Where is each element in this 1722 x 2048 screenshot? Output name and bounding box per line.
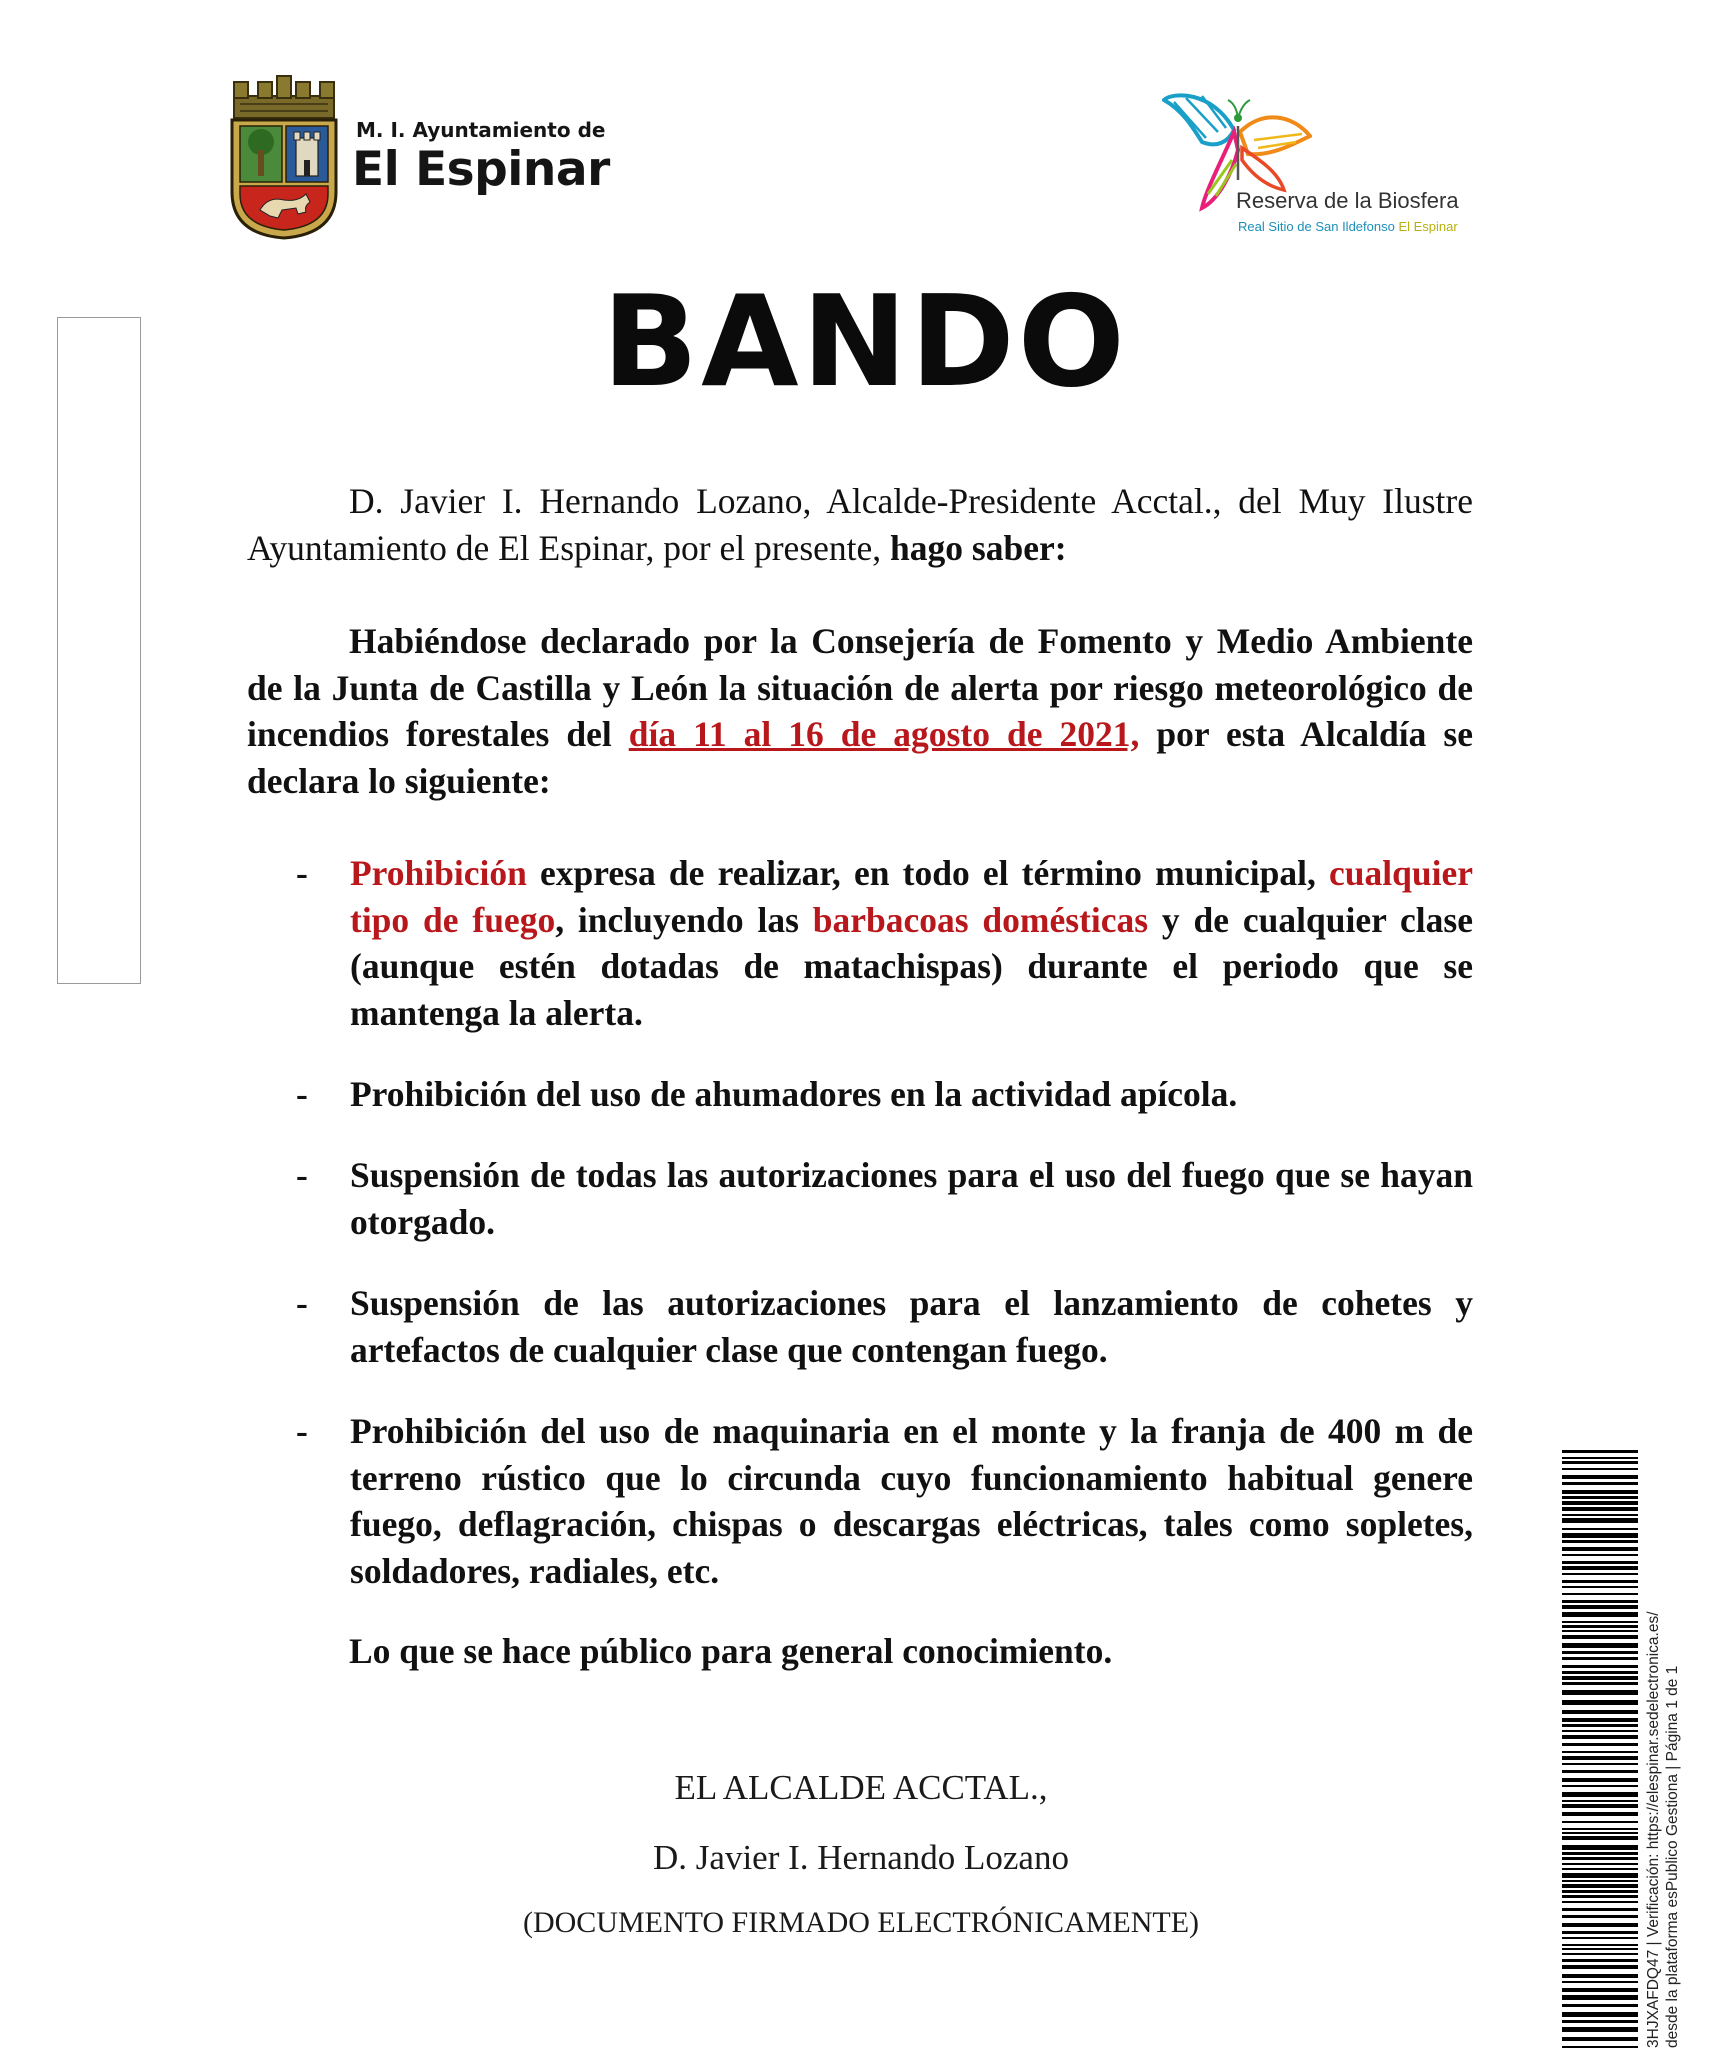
biosphere-subtitle	[1238, 219, 1458, 234]
closing-statement: Lo que se hace público para general conocimiento.	[349, 1631, 1113, 1671]
highlight-fuego: cualquier tipo de fuego	[350, 853, 1473, 940]
list-item-text: Prohibición del uso de ahumadores en la actividad apícola.	[350, 1074, 1238, 1114]
verification-line-1: 3HJXAFDQ47 | Verificación: https://elespinar.sedelectronica.es/	[1645, 1611, 1662, 2048]
item-text-part: expresa de realizar, en todo el término municipal,	[526, 853, 1330, 893]
biosphere-title: Reserva de la Biosfera	[1236, 188, 1459, 213]
list-dash: -	[296, 1283, 308, 1323]
declaration-text-1: Habiéndose declarado por la Consejería de Fomento y Medio Ambiente de la Junta de Castilla y León la situación de alerta por riesgo meteorológico de incendios forestales del	[247, 621, 1473, 754]
margin-frame	[57, 317, 141, 984]
highlight-prohibicion: Prohibición	[350, 853, 527, 893]
intro-bold: hago saber:	[890, 527, 1067, 568]
list-item	[296, 1152, 1473, 1245]
document-title: BANDO	[602, 268, 1128, 415]
list-item-text: Suspensión de todas las autorizaciones para el uso del fuego que se hayan otorgado.	[350, 1155, 1473, 1242]
list-item	[296, 1408, 1473, 1594]
list-item	[296, 1071, 1473, 1118]
barcode-icon	[1562, 1450, 1638, 2048]
item-text-part: , incluyendo las	[555, 899, 813, 940]
declaration-paragraph	[247, 618, 1473, 804]
highlight-barbacoas: barbacoas domésticas	[812, 899, 1149, 940]
verification-line-2: desde la plataforma esPublico Gestiona | Página 1 de 1	[1664, 1665, 1681, 2048]
ayuntamiento-label: M. I. Ayuntamiento de	[356, 118, 606, 142]
declaration-date: día 11 al 16 de agosto de 2021,	[628, 714, 1140, 754]
list-item	[296, 850, 1473, 1036]
signature-name: D. Javier I. Hernando Lozano	[653, 1838, 1069, 1877]
declaration-text-2: por esta Alcaldía se declara lo siguiente:	[247, 714, 1473, 801]
list-dash: -	[296, 1074, 308, 1114]
verification-text	[1644, 1611, 1682, 2048]
intro-paragraph	[247, 478, 1473, 571]
signature-role: EL ALCALDE ACCTAL.,	[674, 1768, 1048, 1807]
list-item-text	[296, 850, 1473, 1036]
intro-text: D. Javier I. Hernando Lozano, Alcalde-Presidente Acctal., del Muy Ilustre Ayuntamiento de El Espinar, por el presente,	[247, 481, 1473, 568]
list-item	[296, 1280, 1473, 1373]
municipal-coat-of-arms-icon	[228, 74, 340, 240]
list-dash: -	[296, 1411, 308, 1451]
list-item-text: Suspensión de las autorizaciones para el lanzamiento de cohetes y artefactos de cualquier clase que contengan fuego.	[350, 1283, 1473, 1370]
biosphere-subtitle-part-2: El Espinar	[1398, 219, 1458, 234]
list-dash: -	[296, 1155, 308, 1195]
list-dash: -	[296, 853, 308, 893]
signature-note: (DOCUMENTO FIRMADO ELECTRÓNICAMENTE)	[522, 1906, 1200, 1939]
biosphere-subtitle-part-1: Real Sitio de San Ildefonso	[1238, 219, 1395, 234]
ayuntamiento-name: El Espinar	[352, 142, 610, 197]
list-item-text: Prohibición del uso de maquinaria en el monte y la franja de 400 m de terreno rústico que lo circunda cuyo funcionamiento habitual genere fuego, deflagración, chispas o descargas eléctricas, tales como sopletes, soldadores, radiales, etc.	[350, 1411, 1473, 1591]
item-text-part: y de cualquier clase (aunque estén dotadas de matachispas) durante el periodo que se mantenga la alerta.	[350, 899, 1473, 1033]
